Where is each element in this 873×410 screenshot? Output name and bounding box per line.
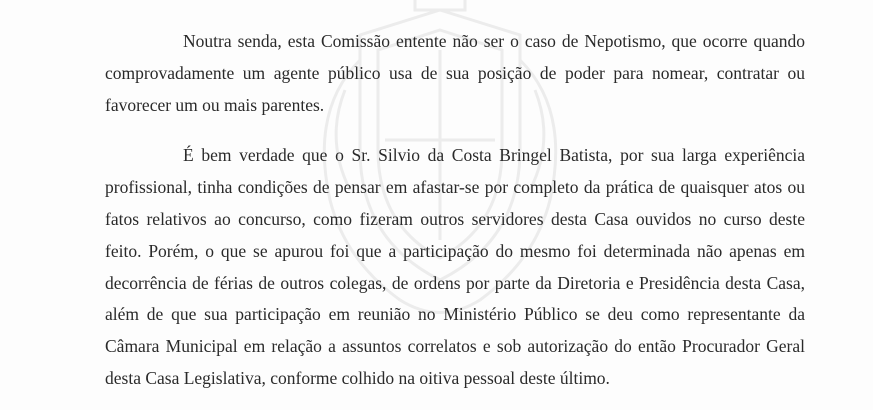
paragraph-silvio-batista: É bem verdade que o Sr. Silvio da Costa Bringel Batista, por sua larga experiência profissional, tinha condições de pensar em afastar-se por completo da prática de quaisquer atos ou fatos relativos ao concurso, como fizeram outros servidores desta Casa ouvidos no curso deste feito. Porém, o que se apurou foi que a participação do mesmo foi determinada não apenas em decorrência de férias de outros colegas, de ordens por parte da Diretoria e Presidência desta Casa, além de que sua participação em reunião no Ministério Público se deu como representante da Câmara Municipal em relação a assuntos correlatos e sob autorização do então Procurador Geral desta Casa Legislativa, conforme colhido na oitiva pessoal deste último. <box>105 145 805 388</box>
document-body <box>105 26 805 395</box>
paragraph-nepotismo: Noutra senda, esta Comissão entente não ser o caso de Nepotismo, que ocorre quando comprovadamente um agente público usa de sua posição de poder para nomear, contratar ou favorecer um ou mais parentes. <box>105 31 805 115</box>
